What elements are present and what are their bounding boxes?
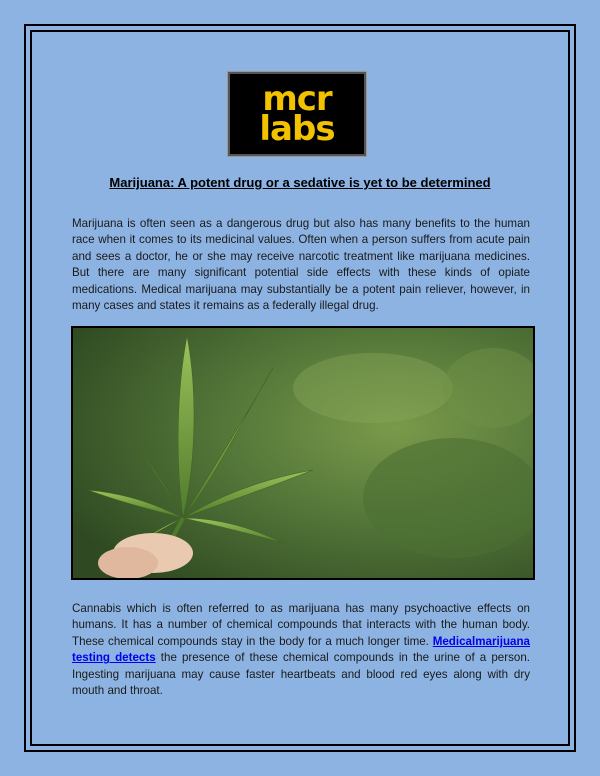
cannabis-leaf-illustration [73,328,533,578]
logo-line-2: labs [259,109,335,149]
medical-marijuana-testing-link[interactable]: Medicalmarijuana testing detects [72,634,530,665]
cannabis-leaf-photo [71,326,535,580]
intro-paragraph: Marijuana is often seen as a dangerous drug but also has many benefits to the human race when it comes to its medicinal values. Often when a person suffers from acute pain and sees a doctor, he or she may receive narcotic treatment like marijuana medicines. But there are many significant potential side effects with these kinds of opiate medications. Medical marijuana may substantially be a potent pain reliever, however, in many cases and states it remains as a federally illegal drug. [72,217,530,313]
logo-line-1: mcr [262,79,332,119]
cannabis-paragraph [72,601,530,699]
article-title: Marijuana: A potent drug or a sedative is yet to be determined [109,175,491,190]
paragraph-text-after-link: the presence of these chemical compounds in the urine of a person. Ingesting marijuana may cause faster heartbeats and blood red eyes along with dry mouth and throat. [72,651,530,698]
paragraph-text-before-link: Cannabis which is often referred to as marijuana has many psychoactive effects on humans. It has a number of chemical compounds that interacts with the human body. These chemical compounds stay in the body for a much longer time. [72,602,530,648]
mcr-labs-logo [228,72,366,156]
